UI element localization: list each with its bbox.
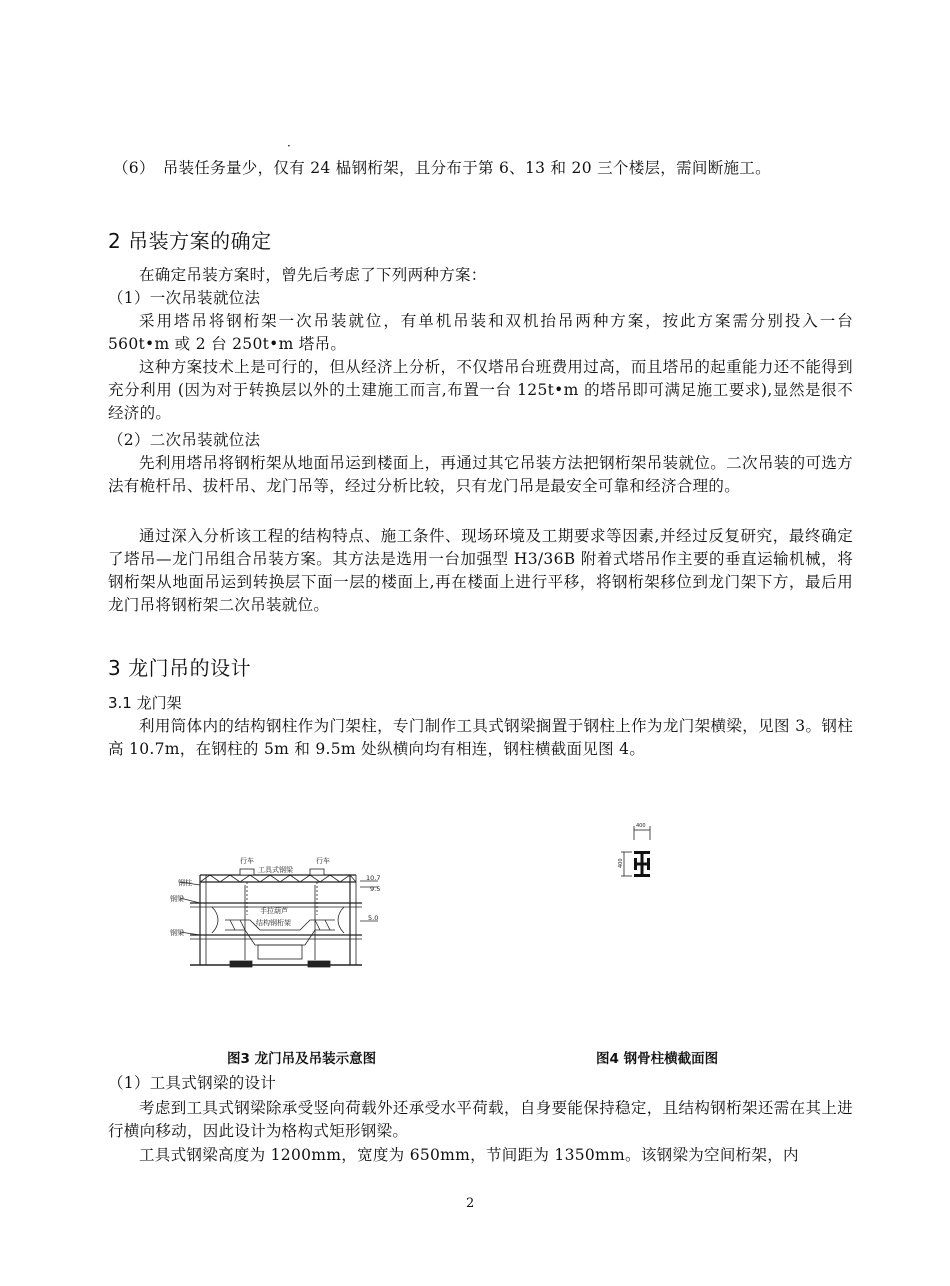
figure-4-caption: 图4 钢骨柱横截面图 (596, 1051, 719, 1067)
figure-3-caption: 图3 龙门吊及吊装示意图 (227, 1051, 377, 1067)
option-2-paragraph-1: 先利用塔吊将钢桁架从地面吊运到楼面上，再通过其它吊装方法把钢桁架吊装就位。二次吊装的可选方法有桅杆吊、拔杆吊、龙门吊等，经过分析比较，只有龙门吊是最安全可靠和经济合理的。 (108, 454, 853, 495)
fig3-elevation-9-5: 9.5 (370, 885, 381, 893)
option-2-title: （2）二次吊装就位法 (108, 431, 261, 449)
fig3-label-tool-beam: 工具式钢梁 (258, 866, 293, 874)
fig3-label-crane-left: 行车 (240, 857, 254, 865)
tool-beam-paragraph-1: 考虑到工具式钢梁除承受竖向荷载外还承受水平荷载，自身要能保持稳定，且结构钢桁架还需在其上进行横向移动，因此设计为格构式矩形钢梁。 (108, 1099, 853, 1140)
fig3-label-beam-2: 钢梁 (170, 929, 184, 937)
option-2-paragraph-2: 通过深入分析该工程的结构特点、施工条件、现场环境及工期要求等因素,并经过反复研究，最终确定了塔吊—龙门吊组合吊装方案。其方法是选用一台加强型 H3/36B 附着式塔吊作主要的垂直运输机械，将钢桁架从地面吊运到转换层下面一层的楼面上,再在楼面上进行平移，将钢桁架移位到龙门架下方，最后用龙门吊将钢桁架二次吊装就位。 (108, 527, 853, 614)
figure-4-column-cross-section (612, 818, 672, 888)
fig3-label-hoist: 手拉葫芦 (260, 907, 288, 915)
option-1-title: （1）一次吊装就位法 (108, 289, 261, 307)
fig3-elevation-5-0: 5.0 (368, 914, 379, 922)
fig3-elevation-10-7: 10.7 (366, 874, 381, 882)
section-3-1-heading: 3.1 龙门架 (108, 694, 182, 712)
fig3-label-crane-right: 行车 (316, 857, 330, 865)
fig3-label-beam-1: 钢梁 (170, 895, 184, 903)
option-1-paragraph-1: 采用塔吊将钢桁架一次吊装就位，有单机吊装和双机抬吊两种方案，按此方案需分别投入一台 560t•m 或 2 台 250t•m 塔吊。 (108, 312, 853, 353)
section-3-heading: 3 龙门吊的设计 (108, 656, 252, 680)
section-2-intro: 在确定吊装方案时，曾先后考虑了下列两种方案： (139, 266, 487, 284)
page-number: 2 (466, 1196, 475, 1211)
figure-3-gantry-crane-diagram (160, 845, 390, 975)
tool-beam-design-title: （1）工具式钢梁的设计 (108, 1074, 277, 1092)
section-2-heading: 2 吊装方案的确定 (108, 229, 272, 253)
section-3-1-paragraph: 利用筒体内的结构钢柱作为门架柱，专门制作工具式钢梁搁置于钢柱上作为龙门架横梁，见图 3。钢柱高 10.7m，在钢柱的 5m 和 9.5m 处纵横向均有相连，钢柱横截面见图 4。 (108, 717, 853, 758)
stray-dot: · (287, 139, 291, 153)
fig3-label-steel-column: 钢柱 (178, 879, 192, 887)
fig3-label-truss: 结构钢桁架 (256, 919, 291, 927)
fig4-dimension-height: 400 (618, 858, 624, 868)
tool-beam-paragraph-2: 工具式钢梁高度为 1200mm，宽度为 650mm，节间距为 1350mm。该钢梁为空间桁架，内 (139, 1146, 799, 1164)
item-6-paragraph: （6） 吊装任务量少，仅有 24 榀钢桁架，且分布于第 6、13 和 20 三个楼层，需间断施工。 (113, 159, 771, 177)
fig4-dimension-width: 400 (636, 823, 646, 829)
option-1-paragraph-2: 这种方案技术上是可行的，但从经济上分析，不仅塔吊台班费用过高，而且塔吊的起重能力还不能得到充分利用 (因为对于转换层以外的土建施工而言,布置一台 125t•m 的塔吊即可满足施工要求),显然是很不经济的。 (108, 358, 853, 422)
